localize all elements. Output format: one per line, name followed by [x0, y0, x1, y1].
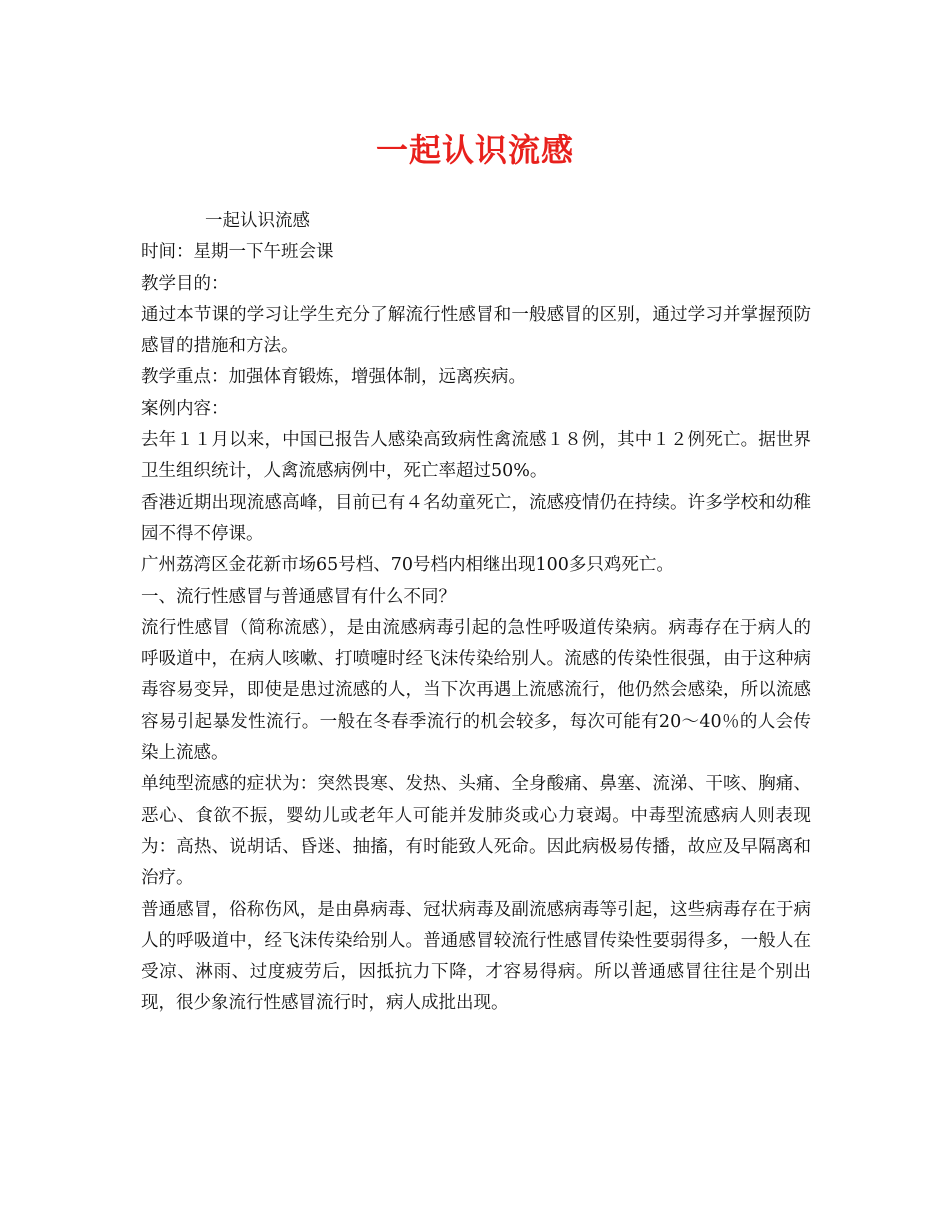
lesson-subtitle: 一起认识流感	[205, 211, 310, 231]
teaching-purpose-heading: 教学目的：	[141, 273, 229, 294]
teaching-purpose-text: 通过本节课的学习让学生充分了解流行性感冒和一般感冒的区别，通过学习并掌握预防感冒的措施和方法。	[141, 304, 811, 357]
case-paragraph-guangzhou: 广州荔湾区金花新市场65号档、70号档内相继出现100多只鸡死亡。	[141, 555, 674, 576]
document-title: 一起认识流感	[375, 131, 574, 169]
paragraph-symptoms: 单纯型流感的症状为：突然畏寒、发热、头痛、全身酸痛、鼻塞、流涕、干咳、胸痛、恶心、食欲不振，婴幼儿或老年人可能并发肺炎或心力衰竭。中毒型流感病人则表现为：高热、说胡话、昏迷、抽搐，有时能致人死命。因此病极易传播，故应及早隔离和治疗。	[141, 774, 811, 889]
lesson-time: 时间：星期一下午班会课	[141, 242, 334, 263]
document-body	[141, 206, 811, 1020]
section-heading-1: 一、流行性感冒与普通感冒有什么不同？	[141, 586, 456, 607]
paragraph-common-cold: 普通感冒，俗称伤风，是由鼻病毒、冠状病毒及副流感病毒等引起，这些病毒存在于病人的呼吸道中，经飞沫传染给别人。普通感冒较流行性感冒传染性要弱得多，一般人在受凉、淋雨、过度疲劳后，因抵抗力下降，才容易得病。所以普通感冒往往是个别出现，很少象流行性感冒流行时，病人成批出现。	[141, 899, 811, 1014]
case-content-heading: 案例内容：	[141, 398, 229, 419]
teaching-focus: 教学重点：加强体育锻炼，增强体制，远离疾病。	[141, 367, 526, 388]
paragraph-influenza: 流行性感冒（简称流感），是由流感病毒引起的急性呼吸道传染病。病毒存在于病人的呼吸道中，在病人咳嗽、打喷嚏时经飞沫传染给别人。流感的传染性很强，由于这种病毒容易变异，即使是患过流感的人，当下次再遇上流感流行，他仍然会感染，所以流感容易引起暴发性流行。一般在冬春季流行的机会较多，每次可能有20～40％的人会传染上流感。	[141, 617, 811, 764]
case-paragraph-china: 去年１１月以来，中国已报告人感染高致病性禽流感１８例，其中１２例死亡。据世界卫生组织统计，人禽流感病例中，死亡率超过50%。	[141, 430, 811, 482]
case-paragraph-hongkong: 香港近期出现流感高峰，目前已有４名幼童死亡，流感疫情仍在持续。许多学校和幼稚园不得不停课。	[141, 492, 811, 544]
